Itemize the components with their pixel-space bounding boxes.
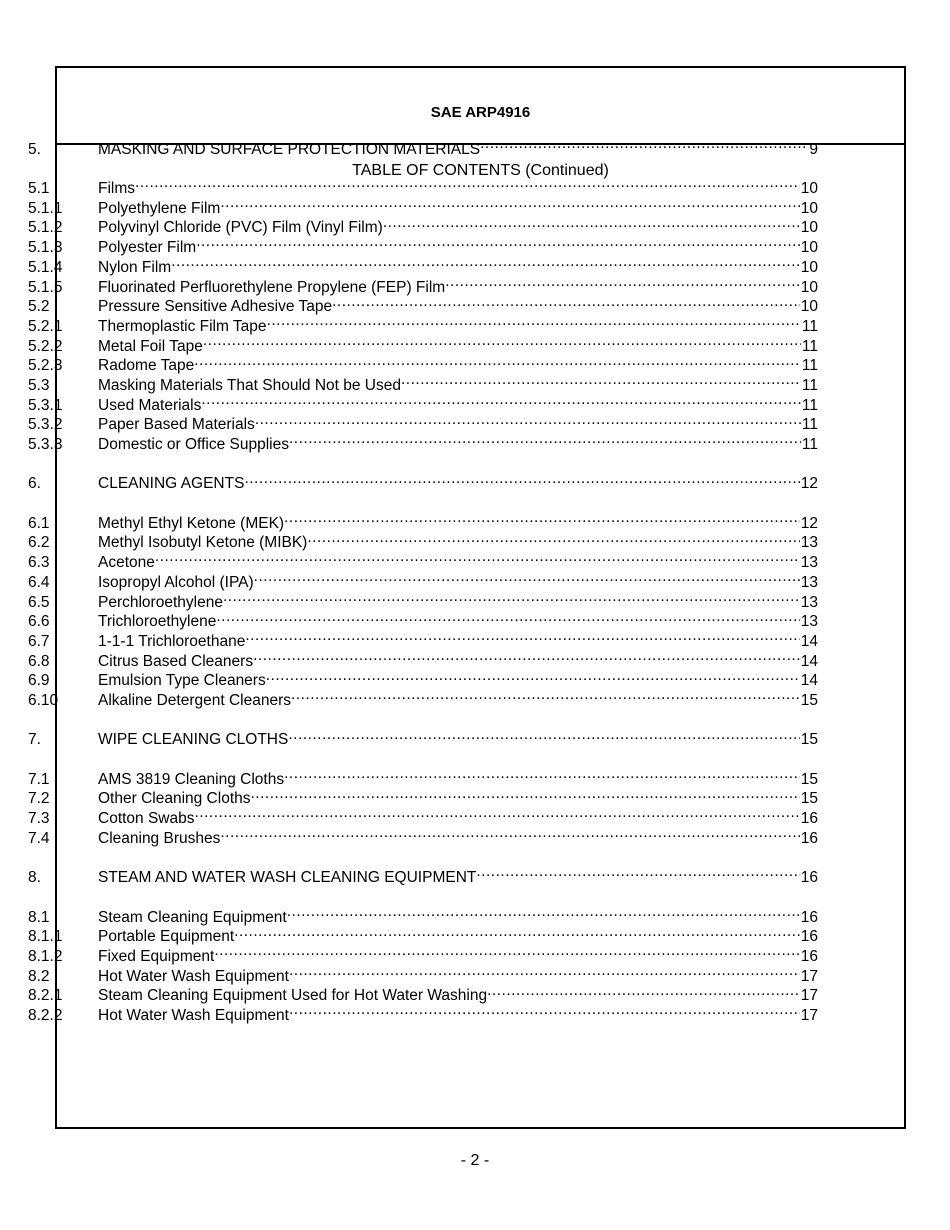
toc-entry-title: Steam Cleaning Equipment Used for Hot Water Washing (98, 987, 488, 1005)
toc-entry-page: 16 (800, 947, 818, 965)
dot-leader (155, 547, 800, 567)
toc-entry-page: 15 (800, 790, 818, 808)
toc-entry[interactable] (28, 725, 818, 749)
toc-entry[interactable] (28, 862, 818, 887)
toc-entry-number: 7.1 (28, 770, 50, 788)
dot-leader (195, 803, 800, 823)
dot-leader (445, 272, 800, 292)
dot-leader (383, 213, 800, 233)
dot-leader (253, 646, 800, 666)
toc-entry-title: WIPE CLEANING CLOTHS (98, 731, 289, 749)
dot-leader (244, 469, 799, 489)
toc-entry-page: 10 (800, 219, 818, 237)
toc-entry[interactable] (28, 508, 818, 532)
toc-entry-number: 6.6 (28, 613, 50, 631)
toc-entry-number: 7.4 (28, 829, 50, 847)
toc-entry-page: 11 (801, 396, 818, 414)
toc-entry-number: 5.1.5 (28, 278, 63, 296)
toc-entry-page: 17 (800, 967, 818, 985)
toc-entry-number: 8.2 (28, 967, 50, 985)
toc-entry-number: 6.3 (28, 554, 50, 572)
toc-entry-page: 10 (800, 239, 818, 257)
toc-entry-title: Films (98, 180, 136, 198)
toc-entry-number: 5.3.3 (28, 436, 63, 453)
toc-entry-title: Domestic or Office Supplies (98, 436, 289, 453)
toc-entry-title: Citrus Based Cleaners (98, 652, 254, 670)
toc-entry-number: 8.1.1 (28, 928, 63, 946)
toc-entry-page: 13 (800, 573, 818, 591)
toc-entry-number: 5.1.1 (28, 199, 63, 217)
dot-leader (216, 607, 799, 627)
toc-entry-page: 13 (800, 593, 818, 611)
toc-entry-page: 17 (800, 987, 818, 1005)
toc-entry-title: Methyl Isobutyl Ketone (MIBK) (98, 534, 308, 552)
toc-entry-number: 5.3 (28, 376, 50, 394)
dot-leader (289, 429, 801, 449)
toc-entry-number: 6.7 (28, 632, 50, 650)
dot-leader (203, 331, 801, 351)
toc-entry-number: 6. (28, 475, 41, 493)
toc-entry[interactable] (28, 902, 818, 926)
toc-entry-page: 12 (800, 475, 818, 493)
toc-entry-number: 6.5 (28, 593, 50, 611)
toc-entry-title: Cleaning Brushes (98, 829, 221, 847)
toc-entry-number: 5. (28, 140, 41, 158)
dot-leader (332, 292, 800, 312)
toc-entry-page: 15 (800, 731, 818, 749)
toc-entry-number: 5.1.3 (28, 239, 63, 257)
toc-entry-page: 15 (800, 770, 818, 788)
toc-entry-number: 7.3 (28, 810, 50, 828)
toc-entry-page: 11 (801, 317, 818, 335)
toc-entry-number: 7.2 (28, 790, 50, 808)
dot-leader (171, 252, 800, 272)
toc-entry-title: Alkaline Detergent Cleaners (98, 691, 291, 709)
toc-entry-page: 13 (800, 534, 818, 552)
toc-entry[interactable] (28, 193, 818, 217)
dot-leader (135, 173, 800, 193)
toc-entry-title: Metal Foil Tape (98, 337, 203, 355)
toc-entry-title: Polyester Film (98, 239, 197, 257)
toc-entry-title: Masking Materials That Should Not be Used (98, 376, 401, 394)
toc-entry-page: 11 (801, 376, 818, 394)
toc-entry-page: 12 (800, 514, 818, 532)
dot-leader (487, 981, 800, 1001)
dot-leader (201, 390, 801, 410)
toc-entry-title: AMS 3819 Cleaning Cloths (98, 770, 285, 788)
toc-entry-title: Portable Equipment (98, 928, 235, 946)
dot-leader (267, 311, 801, 331)
toc-entry-page: 14 (800, 672, 818, 690)
toc-entry-number: 6.10 (28, 691, 59, 709)
toc-entry-page: 16 (800, 869, 818, 887)
toc-entry-number: 5.1 (28, 180, 50, 198)
toc-entry-title: Nylon Film (98, 258, 172, 276)
toc-entry[interactable] (28, 469, 818, 493)
toc-entry-page: 17 (800, 1006, 818, 1024)
toc-entry-page: 14 (800, 652, 818, 670)
toc-entry-title: Cotton Swabs (98, 810, 195, 828)
toc-entry-title: Steam Cleaning Equipment (98, 908, 287, 926)
toc-entry-title: Pressure Sensitive Adhesive Tape (98, 298, 333, 316)
toc-entry-number: 5.2.3 (28, 357, 63, 375)
toc-entry-title: Polyvinyl Chloride (PVC) Film (Vinyl Film) (98, 219, 383, 237)
toc-entry-page: 16 (800, 810, 818, 828)
dot-leader (288, 725, 799, 745)
dot-leader (196, 232, 800, 252)
toc-entry-page: 16 (800, 908, 818, 926)
toc-entry-page: 11 (801, 416, 818, 434)
toc-entry-number: 8.2.2 (28, 1006, 63, 1024)
toc-entry-page: 13 (800, 554, 818, 572)
toc-entry[interactable] (28, 134, 818, 158)
toc-entry-number: 6.1 (28, 514, 50, 532)
dot-leader (480, 134, 808, 154)
dot-leader (251, 784, 800, 804)
toc-entry-number: 5.2.1 (28, 317, 63, 335)
toc-entry-title: Trichloroethylene (98, 613, 217, 631)
toc-entry-page: 9 (809, 140, 818, 158)
toc-entry-page: 16 (800, 928, 818, 946)
dot-leader (287, 902, 800, 922)
toc-entry-title: Other Cleaning Cloths (98, 790, 251, 808)
toc-entry-page: 11 (801, 436, 818, 453)
toc-entry-number: 6.2 (28, 534, 50, 552)
toc-entry-title: Perchloroethylene (98, 593, 223, 611)
toc-entry-title: 1-1-1 Trichloroethane (98, 632, 246, 650)
toc-entry-title: Isopropyl Alcohol (IPA) (98, 573, 254, 591)
table-of-contents (28, 134, 818, 1024)
toc-entry-page: 10 (800, 199, 818, 217)
dot-leader (307, 528, 799, 548)
toc-entry-page: 10 (800, 278, 818, 296)
toc-entry-title: Fixed Equipment (98, 947, 215, 965)
dot-leader (476, 862, 799, 882)
toc-entry-number: 6.8 (28, 652, 50, 670)
page-number: - 2 - (460, 1152, 490, 1169)
document-title: SAE ARP4916 (430, 104, 531, 121)
dot-leader (220, 823, 799, 843)
dot-leader (289, 961, 800, 981)
toc-entry-number: 5.1.2 (28, 219, 63, 237)
toc-entry-title: STEAM AND WATER WASH CLEANING EQUIPMENT (98, 869, 477, 887)
dot-leader (291, 685, 800, 705)
dot-leader (194, 351, 801, 371)
toc-entry-number: 5.3.2 (28, 416, 63, 434)
dot-leader (254, 567, 800, 587)
dot-leader (223, 587, 800, 607)
dot-leader (255, 410, 801, 430)
toc-entry-page: 10 (800, 258, 818, 276)
toc-entry-number: 8.1 (28, 908, 50, 926)
toc-entry-title: CLEANING AGENTS (98, 475, 245, 493)
toc-entry-page: 15 (800, 691, 818, 709)
toc-entry-title: MASKING AND SURFACE PROTECTION MATERIALS (98, 140, 481, 158)
dot-leader (401, 370, 801, 390)
toc-entry-title: Radome Tape (98, 357, 195, 375)
toc-entry-title: Hot Water Wash Equipment (98, 1006, 289, 1024)
toc-entry-page: 10 (800, 180, 818, 198)
toc-entry-number: 6.9 (28, 672, 50, 690)
toc-entry-title: Emulsion Type Cleaners (98, 672, 266, 690)
toc-entry-number: 7. (28, 731, 41, 749)
toc-entry-number: 5.3.1 (28, 396, 63, 414)
dot-leader (284, 764, 800, 784)
toc-entry-number: 5.1.4 (28, 258, 63, 276)
toc-entry-page: 10 (800, 298, 818, 316)
toc-entry[interactable] (28, 764, 818, 788)
toc-entry-title: Polyethylene Film (98, 199, 221, 217)
toc-entry-page: 11 (801, 337, 818, 355)
dot-leader (234, 922, 800, 942)
toc-entry-number: 8.1.2 (28, 947, 63, 965)
toc-entry-page: 11 (801, 357, 818, 375)
dot-leader (284, 508, 800, 528)
toc-entry-number: 5.2 (28, 298, 50, 316)
toc-entry[interactable] (28, 173, 818, 198)
toc-entry-title: Hot Water Wash Equipment (98, 967, 289, 985)
toc-entry-number: 8.2.1 (28, 987, 63, 1005)
toc-entry-number: 8. (28, 869, 41, 887)
toc-entry-number: 5.2.2 (28, 337, 63, 355)
toc-entry-title: Methyl Ethyl Ketone (MEK) (98, 514, 285, 532)
dot-leader (289, 1000, 800, 1020)
toc-entry-number: 6.4 (28, 573, 50, 591)
toc-entry-title: Thermoplastic Film Tape (98, 317, 267, 335)
toc-heading: TABLE OF CONTENTS (Continued) (352, 162, 609, 179)
dot-leader (220, 193, 799, 213)
toc-entry-page: 16 (800, 829, 818, 847)
toc-entry-title: Paper Based Materials (98, 416, 255, 434)
toc-entry-title: Used Materials (98, 396, 202, 414)
toc-entry-page: 14 (800, 632, 818, 650)
dot-leader (266, 666, 800, 686)
dot-leader (245, 626, 799, 646)
toc-entry-title: Fluorinated Perfluorethylene Propylene (FEP) Film (98, 278, 446, 296)
toc-entry-title: Acetone (98, 554, 155, 572)
toc-entry-page: 13 (800, 613, 818, 631)
dot-leader (214, 941, 799, 961)
